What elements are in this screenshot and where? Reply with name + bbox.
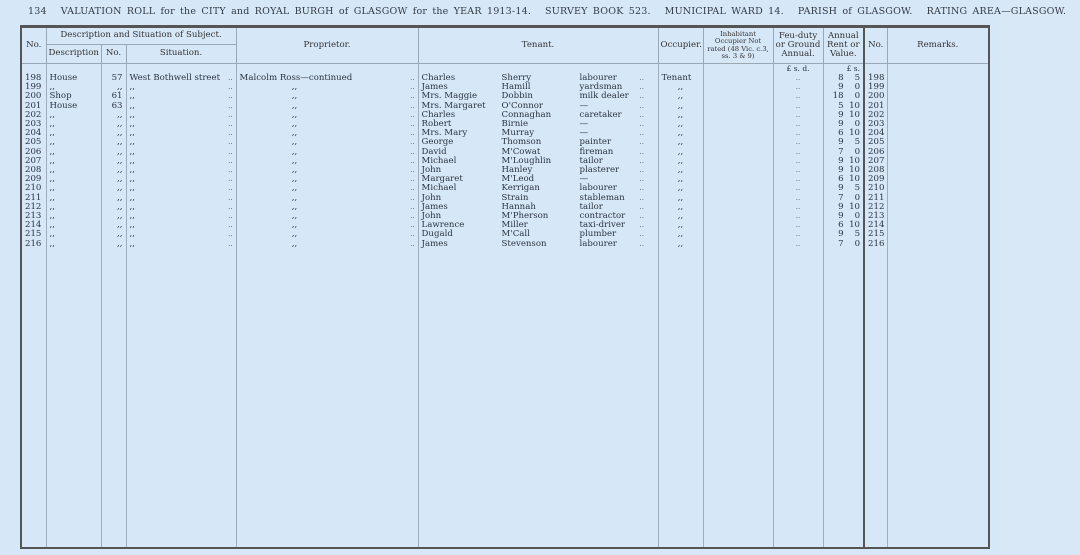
tenant-occupation: labourer [579, 73, 617, 83]
feu-duty: .. [773, 120, 823, 129]
tenant: Mrs. Maggie Dobbin milk dealer .. [418, 92, 658, 101]
remarks [887, 194, 989, 203]
proprietor: ,, .. [236, 194, 418, 203]
tenant-first-name: Robert [421, 119, 452, 130]
proprietor: ,, .. [236, 120, 418, 129]
remarks [887, 157, 989, 166]
remarks [887, 138, 989, 147]
description: ,, [46, 138, 101, 147]
street-number: ,, [101, 230, 126, 239]
tenant: Lawrence Miller taxi-driver .. [418, 221, 658, 230]
feu-duty: .. [773, 157, 823, 166]
situation: ,, .. [126, 157, 236, 166]
remarks [887, 203, 989, 212]
feu-duty: .. [773, 194, 823, 203]
entry-number-right: 200 [864, 92, 887, 101]
tenant-first-name: Charles [421, 109, 456, 120]
col-feu: Feu-duty or Ground Annual. [773, 27, 823, 64]
situation: ,, .. [126, 138, 236, 147]
annual-value: 7 0 [823, 148, 864, 157]
proprietor: ,, .. [236, 102, 418, 111]
situation: ,, .. [126, 102, 236, 111]
annual-value: 9 5 [823, 230, 864, 239]
occupier: ,, [658, 194, 703, 203]
proprietor: ,, .. [236, 111, 418, 120]
proprietor: ,, .. [236, 203, 418, 212]
remarks [887, 240, 989, 249]
tenant: John M'Pherson contractor .. [418, 212, 658, 221]
situation: West Bothwell street .. [126, 74, 236, 83]
tenant: Michael Kerrigan labourer .. [418, 184, 658, 193]
description: ,, [46, 166, 101, 175]
tenant: David M'Cowat fireman .. [418, 148, 658, 157]
tenant-surname: Thomson [501, 137, 542, 148]
tenant-surname: M'Pherson [501, 211, 549, 222]
proprietor: ,, .. [236, 184, 418, 193]
table-row [21, 240, 989, 249]
proprietor: ,, .. [236, 157, 418, 166]
annual-value: 18 0 [823, 92, 864, 101]
entry-number-right: 198 [864, 74, 887, 83]
situation: ,, .. [126, 129, 236, 138]
remarks [887, 166, 989, 175]
occupier: ,, [658, 175, 703, 184]
proprietor: ,, .. [236, 129, 418, 138]
tenant-first-name: George [421, 137, 454, 148]
entry-number-right: 215 [864, 230, 887, 239]
tenant-occupation: contractor [579, 211, 626, 222]
street-number: ,, [101, 212, 126, 221]
occupier: Tenant [658, 74, 703, 83]
tenant-surname: Stevenson [501, 238, 547, 249]
street-number: ,, [101, 129, 126, 138]
occupier: ,, [658, 230, 703, 239]
tenant: James Hamill yardsman .. [418, 83, 658, 92]
entry-number: 201 [21, 102, 46, 111]
entry-number-right: 214 [864, 221, 887, 230]
occupier: ,, [658, 102, 703, 111]
proprietor: ,, .. [236, 230, 418, 239]
street-number: ,, [101, 221, 126, 230]
tenant: Michael M'Loughlin tailor .. [418, 157, 658, 166]
description: ,, [46, 148, 101, 157]
entry-number: 205 [21, 138, 46, 147]
tenant: James Stevenson labourer .. [418, 240, 658, 249]
tenant-occupation: caretaker [579, 109, 622, 120]
tenant-occupation: — [579, 119, 589, 130]
situation: ,, .. [126, 221, 236, 230]
tenant-first-name: Mrs. Mary [421, 128, 468, 139]
description: ,, [46, 157, 101, 166]
tenant-occupation: — [579, 128, 589, 139]
description: ,, [46, 203, 101, 212]
proprietor: ,, .. [236, 138, 418, 147]
entry-number: 204 [21, 129, 46, 138]
tenant-occupation: tailor [579, 155, 603, 166]
feu-duty: .. [773, 230, 823, 239]
description: ,, [46, 212, 101, 221]
annual-value: 6 10 [823, 129, 864, 138]
tenant-surname: Hannah [501, 201, 536, 212]
annual-value: 7 0 [823, 240, 864, 249]
annual-value: 9 10 [823, 111, 864, 120]
occupier: ,, [658, 166, 703, 175]
annual-value: 9 0 [823, 83, 864, 92]
street-number: ,, [101, 120, 126, 129]
situation: ,, .. [126, 212, 236, 221]
tenant-surname: Hanley [501, 165, 533, 176]
remarks [887, 74, 989, 83]
remarks [887, 221, 989, 230]
tenant-first-name: Charles [421, 73, 456, 83]
occupier: ,, [658, 157, 703, 166]
proprietor: ,, .. [236, 240, 418, 249]
tenant-occupation: milk dealer [579, 91, 629, 102]
description: ,, [46, 83, 101, 92]
street-number: ,, [101, 111, 126, 120]
feu-duty: .. [773, 92, 823, 101]
proprietor: ,, .. [236, 221, 418, 230]
entry-number: 198 [21, 74, 46, 83]
feu-duty: .. [773, 129, 823, 138]
occupier: ,, [658, 203, 703, 212]
feu-duty: .. [773, 138, 823, 147]
col-proprietor: Proprietor. [236, 27, 418, 64]
tenant-first-name: John [421, 211, 442, 222]
tenant-surname: M'Call [501, 229, 530, 240]
tenant-occupation: yardsman [579, 82, 623, 93]
tenant-occupation: painter [579, 137, 612, 148]
entry-number-right: 202 [864, 111, 887, 120]
annual-value: 8 5 [823, 74, 864, 83]
remarks [887, 175, 989, 184]
tenant-first-name: Michael [421, 155, 457, 166]
tenant: Robert Birnie — .. [418, 120, 658, 129]
tenant-first-name: John [421, 165, 442, 176]
page-header [28, 6, 1080, 17]
situation: ,, .. [126, 203, 236, 212]
tenant: George Thomson painter .. [418, 138, 658, 147]
entry-number: 207 [21, 157, 46, 166]
entry-number: 213 [21, 212, 46, 221]
street-number: ,, [101, 138, 126, 147]
col-situation: Situation. [126, 45, 236, 64]
entry-number-right: 201 [864, 102, 887, 111]
parish: PARISH of GLASGOW. [797, 6, 913, 17]
survey-book: SURVEY BOOK 523. [545, 6, 651, 17]
tenant-first-name: David [421, 146, 447, 157]
rating-area: RATING AREA—GLASGOW. [926, 6, 1067, 17]
tenant-first-name: Lawrence [421, 220, 465, 231]
entry-number: 215 [21, 230, 46, 239]
ward: MUNICIPAL WARD 14. [664, 6, 784, 17]
occupier: ,, [658, 221, 703, 230]
proprietor: ,, .. [236, 148, 418, 157]
entry-number: 216 [21, 240, 46, 249]
tenant-surname: Birnie [501, 119, 529, 130]
tenant-occupation: taxi-driver [579, 220, 626, 231]
remarks [887, 102, 989, 111]
situation: ,, .. [126, 240, 236, 249]
entry-number: 212 [21, 203, 46, 212]
col-desc-no: No. [101, 45, 126, 64]
description: ,, [46, 230, 101, 239]
feu-duty: .. [773, 74, 823, 83]
situation: ,, .. [126, 92, 236, 101]
tenant-first-name: Mrs. Margaret [421, 100, 486, 111]
street-number: ,, [101, 148, 126, 157]
tenant-occupation: fireman [579, 146, 614, 157]
occupier: ,, [658, 83, 703, 92]
remarks [887, 212, 989, 221]
street-number: ,, [101, 203, 126, 212]
valuation-table [20, 25, 990, 549]
remarks [887, 120, 989, 129]
occupier: ,, [658, 138, 703, 147]
annual-value: 9 0 [823, 120, 864, 129]
situation: ,, .. [126, 184, 236, 193]
entry-number-right: 203 [864, 120, 887, 129]
feu-duty: .. [773, 221, 823, 230]
entry-number-right: 199 [864, 83, 887, 92]
situation: ,, .. [126, 194, 236, 203]
annual-value: 9 5 [823, 184, 864, 193]
annual-value: 9 10 [823, 203, 864, 212]
occupier: ,, [658, 184, 703, 193]
page-number: 134 [28, 6, 47, 17]
tenant: Margaret M'Leod — .. [418, 175, 658, 184]
tenant-occupation: labourer [579, 238, 617, 249]
col-tenant: Tenant. [418, 27, 658, 64]
annual-value: 6 10 [823, 175, 864, 184]
tenant-first-name: John [421, 192, 442, 203]
situation: ,, .. [126, 230, 236, 239]
annual-value: 9 5 [823, 138, 864, 147]
description: House [46, 74, 101, 83]
tenant-surname: M'Loughlin [501, 155, 552, 166]
proprietor: ,, .. [236, 83, 418, 92]
description: ,, [46, 221, 101, 230]
entry-number-right: 211 [864, 194, 887, 203]
annual-value: 9 0 [823, 212, 864, 221]
tenant-surname: Sherry [501, 73, 532, 83]
col-occupier: Occupier. [658, 27, 703, 64]
col-remarks: Remarks. [887, 27, 989, 64]
tenant-surname: M'Leod [501, 174, 535, 185]
occupier: ,, [658, 92, 703, 101]
street-number: 63 [101, 102, 126, 111]
remarks [887, 111, 989, 120]
occupier: ,, [658, 129, 703, 138]
tenant-first-name: Mrs. Maggie [421, 91, 478, 102]
annual-value: 5 10 [823, 102, 864, 111]
entry-number-right: 212 [864, 203, 887, 212]
tenant-occupation: stableman [579, 192, 625, 203]
occupier: ,, [658, 120, 703, 129]
tenant: Dugald M'Call plumber .. [418, 230, 658, 239]
entry-number: 206 [21, 148, 46, 157]
col-no: No. [21, 27, 46, 64]
proprietor: ,, .. [236, 212, 418, 221]
tenant-occupation: plumber [579, 229, 617, 240]
tenant-surname: O'Connor [501, 100, 544, 111]
street-number: ,, [101, 83, 126, 92]
entry-number-right: 213 [864, 212, 887, 221]
col-inhabitant: Inhabitant Occupier Not rated (48 Vic. c.3, ss. 3 & 9) [703, 27, 773, 64]
annual-units: £ s. [823, 64, 864, 75]
tenant: Charles Connaghan caretaker .. [418, 111, 658, 120]
street-number: ,, [101, 166, 126, 175]
entry-number-right: 204 [864, 129, 887, 138]
description: House [46, 102, 101, 111]
tenant-occupation: — [579, 100, 589, 111]
tenant: James Hannah tailor .. [418, 203, 658, 212]
entry-number: 214 [21, 221, 46, 230]
tenant-surname: Dobbin [501, 91, 533, 102]
tenant-first-name: James [421, 82, 448, 93]
street-number: 57 [101, 74, 126, 83]
remarks [887, 230, 989, 239]
tenant-first-name: Michael [421, 183, 457, 194]
feu-units: £ s. d. [773, 64, 823, 75]
col-description: Description [46, 45, 101, 64]
tenant-surname: Connaghan [501, 109, 552, 120]
description: ,, [46, 240, 101, 249]
description: Shop [46, 92, 101, 101]
entry-number: 211 [21, 194, 46, 203]
annual-value: 7 0 [823, 194, 864, 203]
description: ,, [46, 175, 101, 184]
tenant-occupation: tailor [579, 201, 603, 212]
tenant-surname: Hamill [501, 82, 531, 93]
feu-duty: .. [773, 212, 823, 221]
tenant-occupation: — [579, 174, 589, 185]
entry-number-right: 205 [864, 138, 887, 147]
tenant: John Hanley plasterer .. [418, 166, 658, 175]
tenant-first-name: Dugald [421, 229, 453, 240]
entry-number: 210 [21, 184, 46, 193]
entry-number: 208 [21, 166, 46, 175]
street-number: ,, [101, 184, 126, 193]
feu-duty: .. [773, 102, 823, 111]
tenant-surname: M'Cowat [501, 146, 541, 157]
occupier: ,, [658, 148, 703, 157]
entry-number: 203 [21, 120, 46, 129]
annual-value: 9 10 [823, 157, 864, 166]
street-number: ,, [101, 157, 126, 166]
annual-value: 9 10 [823, 166, 864, 175]
feu-duty: .. [773, 184, 823, 193]
tenant-occupation: labourer [579, 183, 617, 194]
occupier: ,, [658, 240, 703, 249]
entry-number-right: 216 [864, 240, 887, 249]
feu-duty: .. [773, 83, 823, 92]
entry-number: 209 [21, 175, 46, 184]
tenant: Mrs. Mary Murray — .. [418, 129, 658, 138]
tenant-first-name: James [421, 201, 448, 212]
remarks [887, 129, 989, 138]
situation: ,, .. [126, 148, 236, 157]
feu-duty: .. [773, 148, 823, 157]
situation: ,, .. [126, 175, 236, 184]
feu-duty: .. [773, 166, 823, 175]
feu-duty: .. [773, 203, 823, 212]
street-number: ,, [101, 175, 126, 184]
tenant: John Strain stableman .. [418, 194, 658, 203]
feu-duty: .. [773, 111, 823, 120]
situation: ,, .. [126, 120, 236, 129]
tenant-surname: Murray [501, 128, 535, 139]
description: ,, [46, 120, 101, 129]
proprietor: ,, .. [236, 175, 418, 184]
entry-number: 202 [21, 111, 46, 120]
tenant-surname: Kerrigan [501, 183, 540, 194]
tenant-first-name: James [421, 238, 448, 249]
col-annual: Annual Rent or Value. [823, 27, 864, 64]
tenant-surname: Strain [501, 192, 529, 203]
remarks [887, 184, 989, 193]
description: ,, [46, 194, 101, 203]
entry-number: 199 [21, 83, 46, 92]
proprietor: ,, .. [236, 92, 418, 101]
street-number: ,, [101, 194, 126, 203]
annual-value: 6 10 [823, 221, 864, 230]
street-number: ,, [101, 240, 126, 249]
entry-number-right: 210 [864, 184, 887, 193]
remarks [887, 92, 989, 101]
col-no2: No. [864, 27, 887, 64]
tenant-first-name: Margaret [421, 174, 463, 185]
col-desc-group: Description and Situation of Subject. [46, 27, 236, 45]
tenant: Mrs. Margaret O'Connor — .. [418, 102, 658, 111]
tenant-surname: Miller [501, 220, 528, 231]
situation: ,, .. [126, 111, 236, 120]
remarks [887, 148, 989, 157]
roll-title: VALUATION ROLL for the CITY and ROYAL BURGH of GLASGOW for the YEAR 1913-14. [60, 6, 532, 17]
entry-number-right: 207 [864, 157, 887, 166]
occupier: ,, [658, 111, 703, 120]
entry-number-right: 206 [864, 148, 887, 157]
feu-duty: .. [773, 175, 823, 184]
tenant-occupation: plasterer [579, 165, 620, 176]
description: ,, [46, 111, 101, 120]
feu-duty: .. [773, 240, 823, 249]
description: ,, [46, 129, 101, 138]
occupier: ,, [658, 212, 703, 221]
entry-number-right: 209 [864, 175, 887, 184]
situation: ,, .. [126, 166, 236, 175]
situation: ,, .. [126, 83, 236, 92]
proprietor: Malcolm Ross—continued .. [236, 74, 418, 83]
tenant: Charles Sherry labourer .. [418, 74, 658, 83]
entry-number-right: 208 [864, 166, 887, 175]
remarks [887, 83, 989, 92]
proprietor: ,, .. [236, 166, 418, 175]
entry-number: 200 [21, 92, 46, 101]
description: ,, [46, 184, 101, 193]
street-number: 61 [101, 92, 126, 101]
